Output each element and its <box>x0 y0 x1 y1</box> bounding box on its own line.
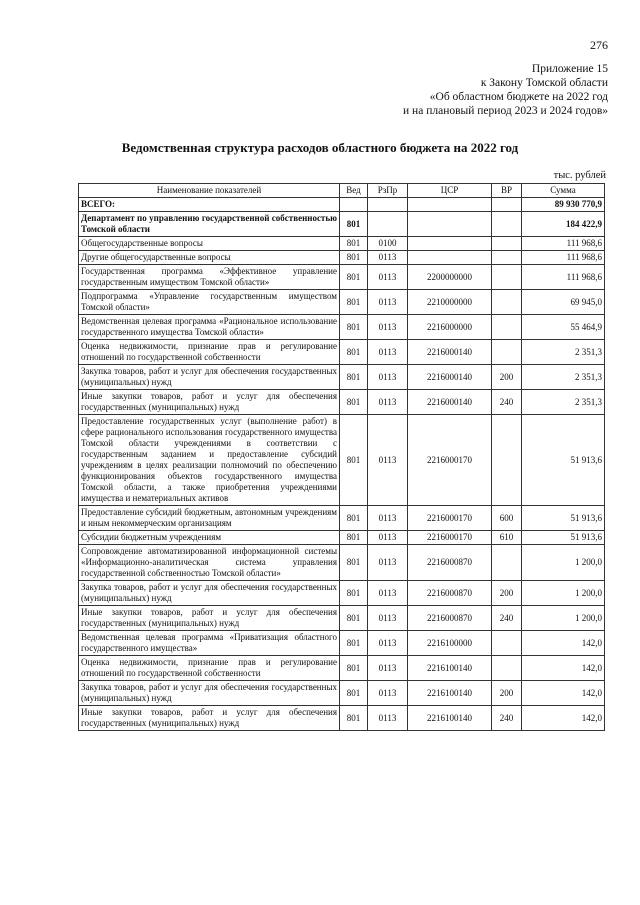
column-header-vr: ВР <box>492 184 522 198</box>
cell-sum: 2 351,3 <box>522 340 605 365</box>
cell-rzpr: 0113 <box>368 365 408 390</box>
cell-vr: 200 <box>492 681 522 706</box>
cell-vr: 200 <box>492 365 522 390</box>
cell-name: Общегосударственные вопросы <box>79 237 340 251</box>
table-row <box>79 681 605 706</box>
cell-rzpr: 0113 <box>368 606 408 631</box>
cell-vr <box>492 340 522 365</box>
cell-name: Предоставление субсидий бюджетным, автономным учреждениям и иным некоммерческим организациям <box>79 506 340 531</box>
appendix-reference <box>403 62 608 118</box>
cell-ved: 801 <box>340 265 368 290</box>
cell-vr <box>492 415 522 506</box>
cell-csr: 2216100140 <box>408 706 492 731</box>
cell-sum: 51 913,6 <box>522 531 605 545</box>
cell-rzpr: 0113 <box>368 706 408 731</box>
cell-ved: 801 <box>340 656 368 681</box>
cell-csr: 2216000140 <box>408 365 492 390</box>
cell-rzpr: 0113 <box>368 631 408 656</box>
cell-name: Иные закупки товаров, работ и услуг для обеспечения государственных (муниципальных) нужд <box>79 706 340 731</box>
cell-vr: 610 <box>492 531 522 545</box>
table-row <box>79 251 605 265</box>
cell-ved: 801 <box>340 415 368 506</box>
cell-sum: 184 422,9 <box>522 212 605 237</box>
cell-ved: 801 <box>340 237 368 251</box>
cell-rzpr: 0113 <box>368 315 408 340</box>
cell-rzpr: 0113 <box>368 581 408 606</box>
cell-vr: 240 <box>492 606 522 631</box>
cell-csr: 2216000870 <box>408 545 492 581</box>
cell-ved: 801 <box>340 340 368 365</box>
cell-sum: 111 968,6 <box>522 237 605 251</box>
table-row <box>79 290 605 315</box>
column-header-ved: Вед <box>340 184 368 198</box>
table-row <box>79 340 605 365</box>
table-row <box>79 415 605 506</box>
cell-vr <box>492 545 522 581</box>
cell-rzpr <box>368 198 408 212</box>
cell-rzpr: 0113 <box>368 545 408 581</box>
cell-sum: 142,0 <box>522 681 605 706</box>
table-header-row <box>79 184 605 198</box>
cell-vr <box>492 212 522 237</box>
cell-ved: 801 <box>340 606 368 631</box>
document-title: Ведомственная структура расходов областного бюджета на 2022 год <box>121 140 519 155</box>
cell-sum: 1 200,0 <box>522 545 605 581</box>
cell-csr: 2216100000 <box>408 631 492 656</box>
cell-vr <box>492 265 522 290</box>
appendix-line: Приложение 15 <box>531 63 608 75</box>
table-row <box>79 581 605 606</box>
cell-sum: 51 913,6 <box>522 506 605 531</box>
cell-ved: 801 <box>340 365 368 390</box>
cell-vr <box>492 237 522 251</box>
table-row <box>79 631 605 656</box>
cell-sum: 142,0 <box>522 631 605 656</box>
cell-name: Предоставление государственных услуг (выполнение работ) в сфере рационального использования государственного имущества Томской области учреждениями в соответствии с государственным заданием и предоставление субсидий учреждениям в целях реализации полномочий по обеспечению функционирования объектов государственного имущества Томской области, а также приобретения учреждениями имущества и нематериальных активов <box>79 415 340 506</box>
cell-name: Субсидии бюджетным учреждениям <box>79 531 340 545</box>
cell-vr <box>492 631 522 656</box>
cell-ved: 801 <box>340 506 368 531</box>
expenditure-table <box>78 183 605 731</box>
cell-name: Оценка недвижимости, признание прав и регулирование отношений по государственной собственности <box>79 340 340 365</box>
cell-vr <box>492 315 522 340</box>
cell-vr <box>492 290 522 315</box>
cell-rzpr: 0113 <box>368 506 408 531</box>
cell-csr <box>408 237 492 251</box>
table-row <box>79 365 605 390</box>
cell-csr <box>408 251 492 265</box>
cell-name: Департамент по управлению государственной собственностью Томской области <box>79 212 340 237</box>
cell-rzpr: 0113 <box>368 265 408 290</box>
cell-sum: 1 200,0 <box>522 606 605 631</box>
table-row <box>79 606 605 631</box>
cell-sum: 111 968,6 <box>522 265 605 290</box>
units-label: тыс. рублей <box>553 170 606 181</box>
page-number: 276 <box>590 38 608 52</box>
cell-vr <box>492 251 522 265</box>
cell-ved: 801 <box>340 531 368 545</box>
cell-vr: 240 <box>492 390 522 415</box>
cell-name: Государственная программа «Эффективное управление государственным имуществом Томской области» <box>79 265 340 290</box>
appendix-line: к Закону Томской области <box>480 77 608 89</box>
cell-sum: 142,0 <box>522 706 605 731</box>
table-row <box>79 706 605 731</box>
cell-name: Закупка товаров, работ и услуг для обеспечения государственных (муниципальных) нужд <box>79 365 340 390</box>
cell-sum: 55 464,9 <box>522 315 605 340</box>
cell-vr: 200 <box>492 581 522 606</box>
column-header-rzpr: РзПр <box>368 184 408 198</box>
cell-csr: 2216000170 <box>408 531 492 545</box>
cell-rzpr: 0113 <box>368 251 408 265</box>
cell-name: Ведомственная целевая программа «Приватизация областного государственного имущества» <box>79 631 340 656</box>
column-header-sum: Сумма <box>522 184 605 198</box>
table-row <box>79 656 605 681</box>
cell-rzpr: 0113 <box>368 290 408 315</box>
cell-sum: 111 968,6 <box>522 251 605 265</box>
appendix-line: и на плановый период 2023 и 2024 годов» <box>403 105 608 117</box>
table-row <box>79 212 605 237</box>
cell-name: Сопровождение автоматизированной информационной системы «Информационно-аналитическая система управления государственной собственностью Томской области» <box>79 545 340 581</box>
cell-sum: 1 200,0 <box>522 581 605 606</box>
cell-csr: 2216000870 <box>408 581 492 606</box>
cell-name: Иные закупки товаров, работ и услуг для обеспечения государственных (муниципальных) нужд <box>79 606 340 631</box>
cell-name: Подпрограмма «Управление государственным имуществом Томской области» <box>79 290 340 315</box>
cell-ved: 801 <box>340 315 368 340</box>
cell-ved: 801 <box>340 545 368 581</box>
cell-rzpr: 0113 <box>368 531 408 545</box>
cell-ved: 801 <box>340 581 368 606</box>
table-body <box>79 198 605 731</box>
cell-name: ВСЕГО: <box>79 198 340 212</box>
appendix-line: «Об областном бюджете на 2022 год <box>429 91 608 103</box>
cell-ved: 801 <box>340 251 368 265</box>
cell-rzpr <box>368 212 408 237</box>
cell-sum: 2 351,3 <box>522 365 605 390</box>
cell-ved: 801 <box>340 631 368 656</box>
cell-vr <box>492 656 522 681</box>
cell-sum: 89 930 770,9 <box>522 198 605 212</box>
cell-csr: 2216000140 <box>408 390 492 415</box>
table-row <box>79 237 605 251</box>
cell-csr <box>408 212 492 237</box>
cell-csr: 2216000870 <box>408 606 492 631</box>
table-row <box>79 315 605 340</box>
cell-csr: 2216000170 <box>408 415 492 506</box>
cell-ved: 801 <box>340 681 368 706</box>
cell-csr: 2216000170 <box>408 506 492 531</box>
cell-rzpr: 0113 <box>368 390 408 415</box>
cell-ved <box>340 198 368 212</box>
cell-csr: 2216000000 <box>408 315 492 340</box>
cell-csr: 2210000000 <box>408 290 492 315</box>
cell-sum: 2 351,3 <box>522 390 605 415</box>
cell-csr: 2200000000 <box>408 265 492 290</box>
cell-ved: 801 <box>340 706 368 731</box>
table-row <box>79 545 605 581</box>
cell-rzpr: 0113 <box>368 681 408 706</box>
cell-rzpr: 0113 <box>368 340 408 365</box>
cell-name: Закупка товаров, работ и услуг для обеспечения государственных (муниципальных) нужд <box>79 581 340 606</box>
cell-csr: 2216000140 <box>408 340 492 365</box>
cell-rzpr: 0113 <box>368 415 408 506</box>
table-row <box>79 198 605 212</box>
cell-sum: 142,0 <box>522 656 605 681</box>
cell-sum: 69 945,0 <box>522 290 605 315</box>
cell-ved: 801 <box>340 290 368 315</box>
cell-rzpr: 0100 <box>368 237 408 251</box>
cell-vr: 600 <box>492 506 522 531</box>
cell-ved: 801 <box>340 390 368 415</box>
cell-name: Другие общегосударственные вопросы <box>79 251 340 265</box>
cell-vr <box>492 198 522 212</box>
cell-ved: 801 <box>340 212 368 237</box>
table-row <box>79 531 605 545</box>
table-row <box>79 390 605 415</box>
table-row <box>79 265 605 290</box>
cell-name: Оценка недвижимости, признание прав и регулирование отношений по государственной собственности <box>79 656 340 681</box>
cell-name: Иные закупки товаров, работ и услуг для обеспечения государственных (муниципальных) нужд <box>79 390 340 415</box>
column-header-name: Наименование показателей <box>79 184 340 198</box>
cell-name: Ведомственная целевая программа «Рациональное использование государственного имущества Томской области» <box>79 315 340 340</box>
cell-csr <box>408 198 492 212</box>
column-header-csr: ЦСР <box>408 184 492 198</box>
cell-csr: 2216100140 <box>408 681 492 706</box>
cell-vr: 240 <box>492 706 522 731</box>
cell-name: Закупка товаров, работ и услуг для обеспечения государственных (муниципальных) нужд <box>79 681 340 706</box>
cell-sum: 51 913,6 <box>522 415 605 506</box>
cell-csr: 2216100140 <box>408 656 492 681</box>
table-row <box>79 506 605 531</box>
cell-rzpr: 0113 <box>368 656 408 681</box>
